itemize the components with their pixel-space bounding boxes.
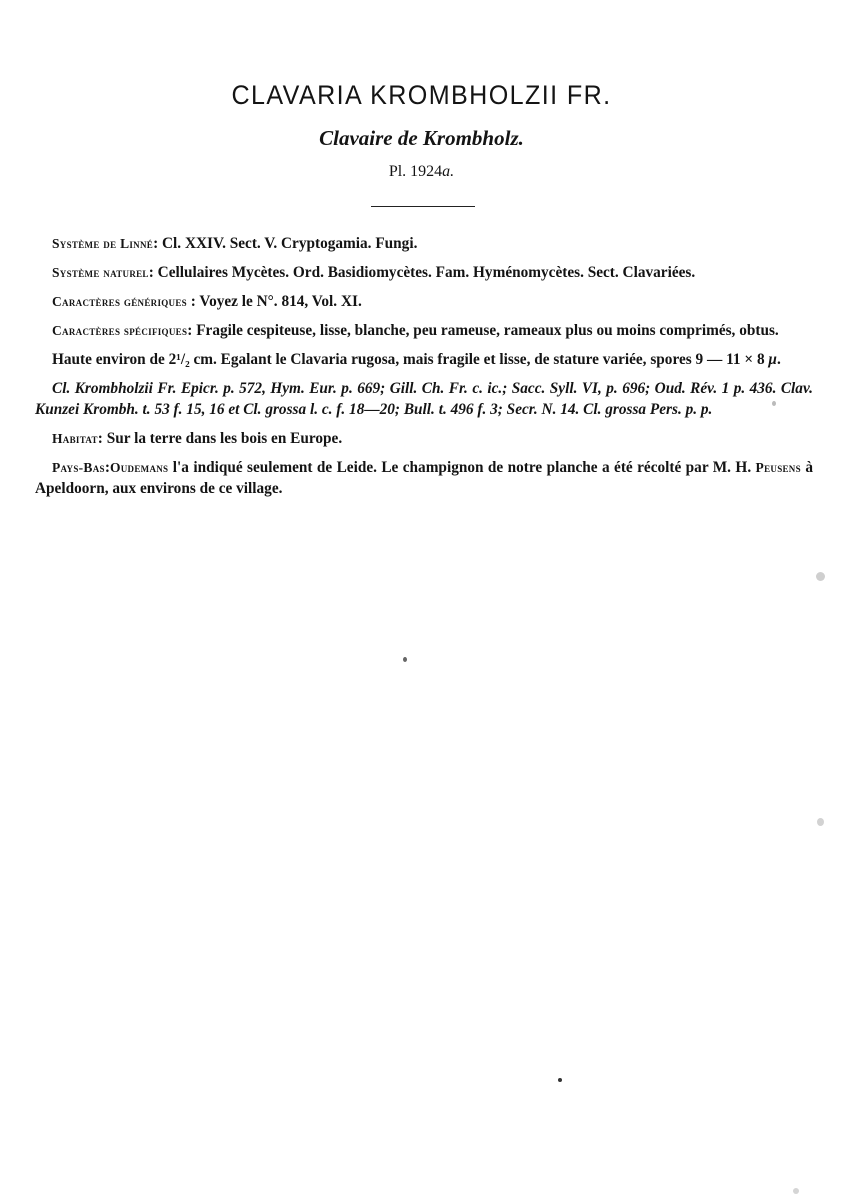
plate-number-suffix: a.: [442, 163, 455, 180]
entry-description-part4: .: [776, 351, 781, 368]
paper-speck: [817, 818, 824, 826]
plate-number: [0, 163, 843, 181]
paper-speck: [772, 401, 776, 406]
entry-paysbas-sep: :: [104, 459, 110, 476]
entry-habitat-sep: :: [97, 430, 103, 447]
entry-specifiques-label: Caractères spécifiques: [52, 323, 188, 338]
common-name-subtitle: Clavaire de Krombholz.: [319, 126, 524, 150]
paper-speck: [793, 1188, 799, 1194]
entry-description-times: ×: [744, 351, 754, 368]
entry-generiques: [35, 291, 813, 312]
entry-specifiques: [35, 320, 813, 341]
plate-number-prefix: Pl. 1924: [388, 163, 443, 180]
entry-naturel-label: Système naturel: [52, 265, 149, 280]
entry-description-fraction: ¹/₂: [176, 351, 190, 368]
entry-description-part3: 8: [753, 351, 769, 368]
entry-habitat-text: Sur la terre dans les bois en Europe.: [102, 430, 343, 447]
entry-paysbas-text1: l'a indiqué seulement de Leide. Le champignon de notre planche a été récolté par M. H.: [168, 459, 756, 476]
entry-paysbas-text2: à Apeldoorn, aux environs de ce village.: [35, 459, 813, 497]
paper-speck: [816, 572, 825, 581]
entry-description-part1: Haute environ de 2: [52, 351, 177, 368]
header-divider: [371, 206, 475, 207]
entry-linne-label: Système de Linné: [52, 236, 154, 251]
entry-habitat: [35, 428, 813, 449]
entry-naturel-text: Cellulaires Mycètes. Ord. Basidiomycètes. Fam. Hyménomycètes. Sect. Clavariées.: [153, 264, 696, 281]
entry-linne: [35, 233, 813, 254]
entry-specifiques-sep: :: [187, 322, 193, 339]
entry-references: Cl. Krombholzii Fr. Epicr. p. 572, Hym. Eur. p. 669; Gill. Ch. Fr. c. ic.; Sacc. Syll. VI, p. 696; Oud. Rév. 1 p. 436. Clav. Kunzei Krombh. t. 53 f. 15, 16 et Cl. grossa l. c. f. 18—20; Bull. t. 496 f. 3; Secr. N. 14. Cl. grossa Pers. p. p.: [35, 380, 813, 418]
entry-paysbas-label: Pays-Bas: [52, 460, 105, 475]
paper-speck: [403, 657, 407, 662]
description-body: [35, 233, 813, 507]
entry-naturel-sep: :: [148, 264, 154, 281]
species-title: CLAVARIA KROMBHOLZII FR.: [231, 80, 612, 110]
entry-generiques-label: Caractères génériques: [52, 294, 187, 309]
entry-linne-sep: :: [153, 235, 159, 252]
entry-linne-text: Cl. XXIV. Sect. V. Cryptogamia. Fungi.: [158, 235, 418, 252]
entry-specifiques-text: Fragile cespiteuse, lisse, blanche, peu rameuse, rameaux plus ou moins comprimés, obtus.: [192, 322, 779, 339]
entry-naturel: [35, 262, 813, 283]
entry-description: [35, 349, 813, 370]
entry-description-part2: cm. Egalant le Clavaria rugosa, mais fragile et lisse, de stature variée, spores 9 — 11: [189, 351, 745, 368]
entry-paysbas: [35, 457, 813, 499]
entry-habitat-label: Habitat: [52, 431, 98, 446]
entry-paysbas-name1: Oudemans: [109, 460, 169, 475]
entry-paysbas-name2: Peusens: [755, 460, 801, 475]
entry-description-mu: μ: [768, 351, 777, 368]
paper-speck: [558, 1078, 562, 1082]
entry-generiques-text: Voyez le N°. 814, Vol. XI.: [195, 293, 362, 310]
entry-generiques-sep: :: [186, 293, 196, 310]
